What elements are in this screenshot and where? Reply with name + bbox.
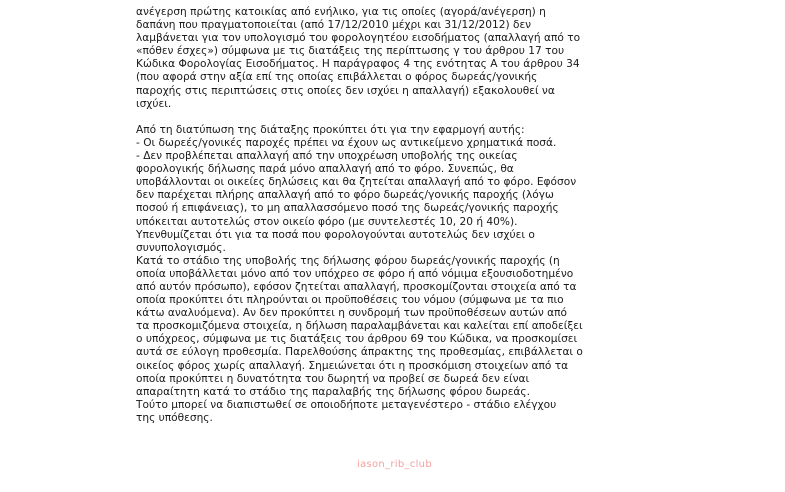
text-line: δαπάνη που πραγματοποιείται (από 17/12/2010 μέχρι και 31/12/2012) δεν bbox=[136, 19, 532, 32]
text-line: ανέγερση πρώτης κατοικίας από ενήλικο, για τις οποίες (αγορά/ανέγερση) η bbox=[136, 6, 546, 18]
text-line: ισχύει. bbox=[136, 97, 172, 110]
text-line: παροχής στις περιπτώσεις στις οποίες δεν ισχύει η απαλλαγή) εξακολουθεί να bbox=[136, 84, 555, 97]
text-line: φορολογικής δήλωσης παρά μόνο απαλλαγή από το φόρο. Συνεπώς, θα bbox=[136, 163, 514, 176]
text-line: κάτω αναλυόμενα). Αν δεν προκύπτει η συνδρομή των προϋποθέσεων αυτών από bbox=[136, 307, 568, 320]
text-line: Από τη διατύπωση της διάταξης προκύπτει ότι για την εφαρμογή αυτής: bbox=[136, 123, 525, 136]
text-line: υποβάλλονται οι οικείες δηλώσεις και θα ζητείται απαλλαγή από το φόρο. Εφόσον bbox=[136, 176, 577, 189]
text-line: συνυπολογισμός. bbox=[136, 241, 226, 254]
paragraph-2 bbox=[136, 124, 676, 425]
text-line: - Δεν προβλέπεται απαλλαγή από την υποχρέωση υποβολής της οικείας bbox=[136, 150, 518, 163]
text-line: Κώδικα Φορολογίας Εισοδήματος. Η παράγραφος 4 της ενότητας Α του άρθρου 34 bbox=[136, 58, 580, 71]
document-page bbox=[136, 6, 676, 425]
text-line: οικείος φόρος χωρίς απαλλαγή. Σημειώνεται ότι η προσκόμιση στοιχείων από τα bbox=[136, 359, 569, 372]
text-line: Υπενθυμίζεται ότι για τα ποσά που φορολογούνται αυτοτελώς δεν ισχύει ο bbox=[136, 228, 535, 241]
text-line: λαμβάνεται για τον υπολογισμό του φορολογητέου εισοδήματος (απαλλαγή από το bbox=[136, 32, 581, 45]
text-line: της υπόθεσης. bbox=[136, 411, 213, 424]
text-line: υπόκειται αυτοτελώς στον οικείο φόρο (με συντελεστές 10, 20 ή 40%). bbox=[136, 215, 518, 228]
text-line: δεν παρέχεται πλήρης απαλλαγή από το φόρο δωρεάς/γονικής παροχής (λόγω bbox=[136, 189, 554, 202]
text-line: οποία προκύπτει η δυνατότητα του δωρητή να προβεί σε δωρεά δεν είναι bbox=[136, 372, 530, 385]
watermark: iason_rib_club bbox=[357, 459, 432, 470]
text-line: απαραίτητη κατά το στάδιο της παραλαβής της δήλωσης φόρου δωρεάς. bbox=[136, 385, 530, 398]
text-line: (που αφορά στην αξία επί της οποίας επιβάλλεται ο φόρος δωρεάς/γονικής bbox=[136, 71, 538, 84]
paragraph-1 bbox=[136, 6, 676, 111]
text-line: «πόθεν έσχες») σύμφωνα με τις διατάξεις της περίπτωσης γ του άρθρου 17 του bbox=[136, 45, 565, 58]
text-line: ποσού ή επιφάνειας), το μη απαλλασσόμενο ποσό της δωρεάς/γονικής παροχής bbox=[136, 202, 559, 215]
text-line: τα προσκομιζόμενα στοιχεία, η δήλωση παραλαμβάνεται και καλείται επί αποδείξει bbox=[136, 320, 583, 333]
text-line: από αυτόν πρόσωπο), εφόσον ζητείται απαλλαγή, προσκομίζονται στοιχεία από τα bbox=[136, 280, 577, 293]
text-line: Κατά το στάδιο της υποβολής της δήλωσης φόρου δωρεάς/γονικής παροχής (η bbox=[136, 254, 560, 267]
text-line: Τούτο μπορεί να διαπιστωθεί σε οποιοδήποτε μεταγενέστερο - στάδιο ελέγχου bbox=[136, 398, 557, 411]
text-line: οποία προκύπτει ότι πληρούνται οι προϋποθέσεις του νόμου (σύμφωνα με τα πιο bbox=[136, 294, 564, 307]
paragraph-gap bbox=[136, 111, 676, 124]
text-line: ο υπόχρεος, σύμφωνα με τις διατάξεις του άρθρου 69 του Κώδικα, να προσκομίσει bbox=[136, 333, 578, 346]
text-line: οποία υποβάλλεται μόνο από τον υπόχρεο σε φόρο ή από νόμιμα εξουσιοδοτημένο bbox=[136, 267, 574, 280]
text-line: - Οι δωρεές/γονικές παροχές πρέπει να έχουν ως αντικείμενο χρηματικά ποσά. bbox=[136, 136, 557, 149]
text-line: αυτά σε εύλογη προθεσμία. Παρελθούσης άπρακτης της προθεσμίας, επιβάλλεται ο bbox=[136, 346, 583, 359]
